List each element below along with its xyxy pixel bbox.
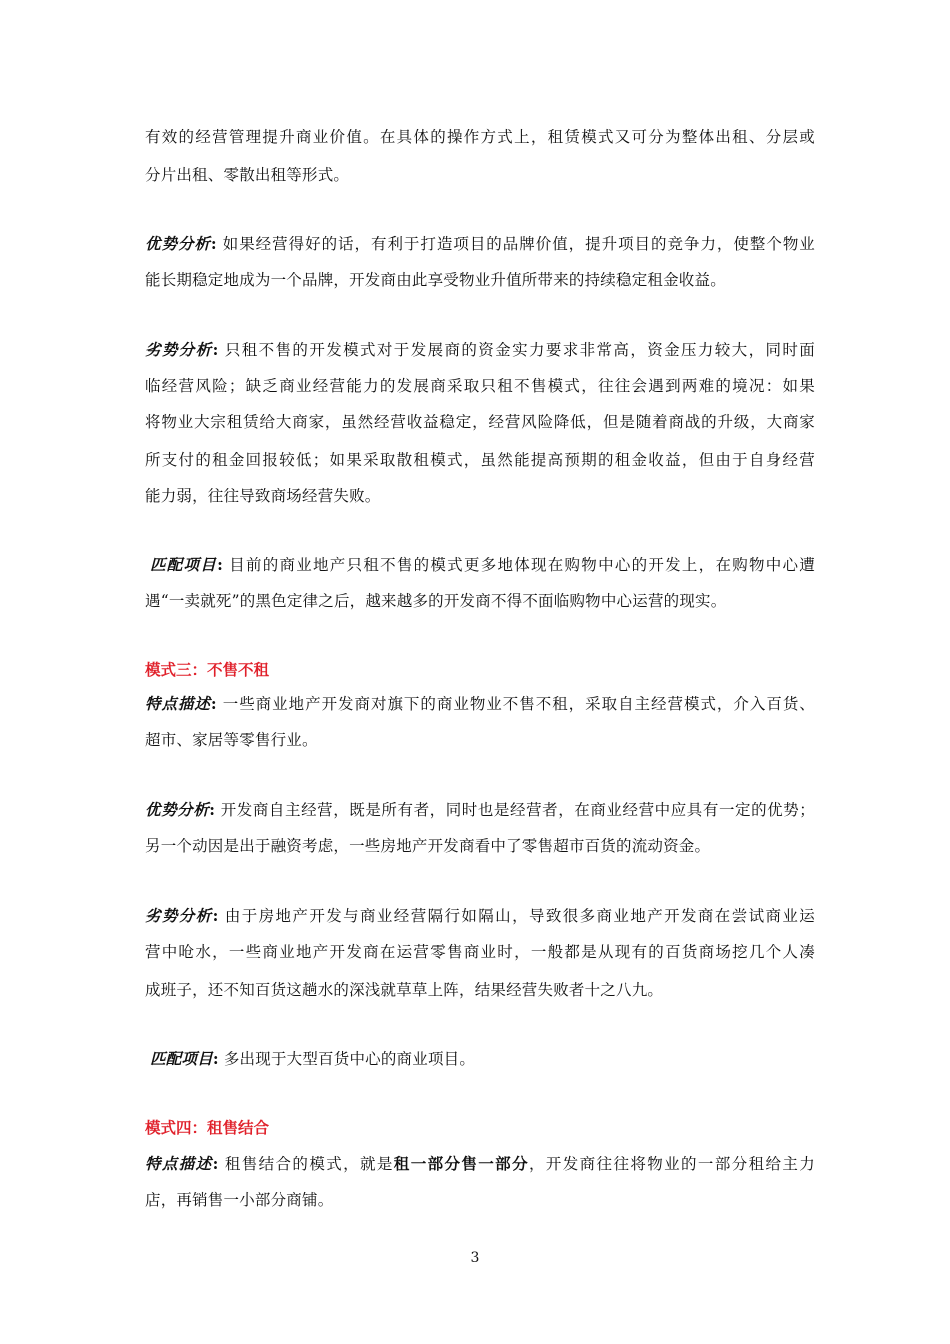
section-label: 匹配项目: [150, 1049, 213, 1068]
paragraph-line: 能长期稳定地成为一个品牌，开发商由此享受物业升值所带来的持续稳定租金收益。: [145, 271, 726, 289]
label-colon: :: [210, 234, 217, 253]
paragraph-line: 有效的经营管理提升商业价值。在具体的操作方式上，租赁模式又可分为整体出租、分层或: [145, 128, 815, 146]
paragraph-text: 由于房地产开发与商业经营隔行如隔山，导致很多商业地产开发商在尝试商业运: [218, 907, 815, 925]
label-colon: :: [212, 1049, 219, 1068]
feature-description-paragraph: [145, 693, 815, 715]
paragraph-line: 店，再销售一小部分商铺。: [145, 1191, 334, 1209]
paragraph-line: 成班子，还不知百货这趟水的深浅就草草上阵，结果经营失败者十之八九。: [145, 981, 664, 999]
paragraph-line: 超市、家居等零售行业。: [145, 731, 318, 749]
feature-description-paragraph: [145, 1153, 815, 1175]
paragraph-text: 目前的商业地产只租不售的模式更多地体现在购物中心的开发上，在购物中心遭: [223, 556, 815, 574]
paragraph-line: 分片出租、零散出租等形式。: [145, 166, 350, 184]
advantage-analysis-paragraph: [145, 799, 815, 821]
section-label: 优势分析: [145, 234, 211, 253]
disadvantage-analysis-paragraph: [145, 905, 815, 927]
section-heading: 模式四：租售结合: [145, 1119, 270, 1137]
paragraph-text: 如果经营得好的话，有利于打造项目的品牌价值，提升项目的竞争力，使整个物业: [216, 235, 815, 253]
matching-projects-paragraph: [150, 554, 815, 576]
paragraph-text: 租售结合的模式，就是: [218, 1155, 394, 1173]
label-colon: :: [210, 694, 217, 713]
section-label: 优势分析: [145, 800, 210, 819]
paragraph-text: 一些商业地产开发商对旗下的商业物业不售不租，采取自主经营模式，介入百货、: [216, 695, 815, 713]
label-colon: :: [212, 1154, 219, 1173]
label-colon: :: [212, 906, 219, 925]
label-colon: :: [212, 340, 219, 359]
section-heading: 模式三：不售不租: [145, 661, 270, 679]
label-colon: :: [217, 555, 223, 574]
paragraph-line: 另一个动因是出于融资考虑，一些房地产开发商看中了零售超市百货的流动资金。: [145, 837, 711, 855]
page-number: 3: [470, 1250, 480, 1266]
paragraph-line: 临经营风险；缺乏商业经营能力的发展商采取只租不售模式，往往会遇到两难的境况：如果: [145, 377, 815, 395]
paragraph-line: 遇“一卖就死”的黑色定律之后，越来越多的开发商不得不面临购物中心运营的现实。: [145, 592, 727, 610]
section-label: 特点描述: [145, 1154, 213, 1173]
paragraph-text: 只租不售的开发模式对于发展商的资金实力要求非常高，资金压力较大，同时面: [218, 341, 815, 359]
paragraph-line: 将物业大宗租赁给大商家，虽然经营收益稳定，经营风险降低，但是随着商战的升级，大商家: [145, 413, 815, 431]
paragraph-line: 营中呛水，一些商业地产开发商在运营零售商业时，一般都是从现有的百货商场挖几个人凑: [145, 943, 815, 961]
emphasized-text: 租一部分售一部分: [393, 1154, 529, 1173]
paragraph-line: 所支付的租金回报较低；如果采取散租模式，虽然能提高预期的租金收益，但由于自身经营: [145, 451, 815, 469]
paragraph-text: 开发商自主经营，既是所有者，同时也是经营者，在商业经营中应具有一定的优势；: [215, 801, 815, 819]
paragraph-text: 多出现于大型百货中心的商业项目。: [218, 1050, 476, 1068]
section-label: 匹配项目: [150, 555, 218, 574]
advantage-analysis-paragraph: [145, 233, 815, 255]
section-label: 劣势分析: [145, 906, 213, 925]
disadvantage-analysis-paragraph: [145, 339, 815, 361]
matching-projects-paragraph: [150, 1048, 820, 1070]
paragraph-text: ，开发商往往将物业的一部分租给主力: [528, 1155, 815, 1173]
label-colon: :: [209, 800, 216, 819]
section-label: 特点描述: [145, 694, 211, 713]
paragraph-line: 能力弱，往往导致商场经营失败。: [145, 487, 381, 505]
section-label: 劣势分析: [145, 340, 213, 359]
